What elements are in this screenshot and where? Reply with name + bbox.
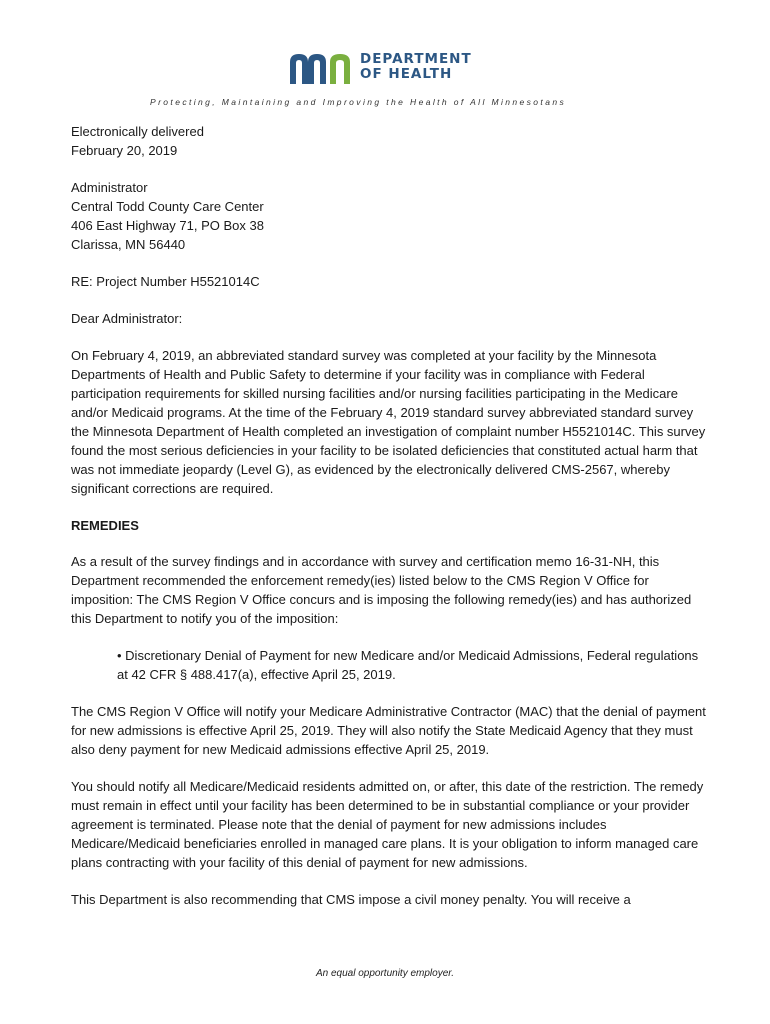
salutation: Dear Administrator: <box>71 311 183 326</box>
recipient-address <box>71 178 711 254</box>
recipient-facility: Central Todd County Care Center <box>71 199 264 214</box>
recipient-street: 406 East Highway 71, PO Box 38 <box>71 218 264 233</box>
logo-line-1: DEPARTMENT <box>360 51 472 67</box>
paragraph-notify: You should notify all Medicare/Medicaid residents admitted on, or after, this date of the restriction. The remedy must remain in effect until your facility has been determined to be in substantial compliance or your provider agreement is terminated. Please note that the denial of payment for new admissions includes Medicare/Medicaid beneficiaries enrolled in managed care plans. It is your obligation to inform managed care plans contracting with your facility of this denial of payment for new admissions. <box>71 779 704 870</box>
paragraph-remedies: As a result of the survey findings and in accordance with survey and certification memo 16-31-NH, this Department recommended the enforcement remedy(ies) listed below to the CMS Region V Office for imposition: The CMS Region V Office concurs and is imposing the following remedy(ies) and has authorized this Department to notify you of the imposition: <box>71 554 692 626</box>
logo-wordmark <box>360 52 472 82</box>
delivery-method: Electronically delivered <box>71 124 204 139</box>
address-block-date <box>71 122 711 160</box>
logo-line-2: OF HEALTH <box>360 66 453 82</box>
letter-body <box>71 122 711 927</box>
paragraph-mac: The CMS Region V Office will notify your Medicare Administrative Contractor (MAC) that the denial of payment for new admissions is effective April 25, 2019. They will also notify the State Medicaid Agency that they must also deny payment for new Medicaid admissions effective April 25, 2019. <box>71 704 706 757</box>
mdh-logo <box>290 52 490 86</box>
re-line: RE: Project Number H5521014C <box>71 274 260 289</box>
paragraph-penalty: This Department is also recommending that CMS impose a civil money penalty. You will receive a <box>71 892 631 907</box>
recipient-title: Administrator <box>71 180 148 195</box>
remedies-heading: REMEDIES <box>71 518 139 533</box>
letter-date: February 20, 2019 <box>71 143 178 158</box>
tagline: Protecting, Maintaining and Improving the Health of All Minnesotans <box>150 97 567 107</box>
recipient-city: Clarissa, MN 56440 <box>71 237 186 252</box>
remedy-bullet: • Discretionary Denial of Payment for new Medicare and/or Medicaid Admissions, Federal regulations at 42 CFR § 488.417(a), effective April 25, 2019. <box>117 648 699 682</box>
paragraph-survey: On February 4, 2019, an abbreviated standard survey was completed at your facility by the Minnesota Departments of Health and Public Safety to determine if your facility was in compliance with Federal participation requirements for skilled nursing facilities and/or nursing facilities participating in the Medicare and/or Medicaid programs. At the time of the February 4, 2019 standard survey abbreviated standard survey the Minnesota Department of Health completed an investigation of complaint number H5521014C. This survey found the most serious deficiencies in your facility to be isolated deficiencies that constituted actual harm that was not immediate jeopardy (Level G), as evidenced by the electronically delivered CMS-2567, whereby significant corrections are required. <box>71 348 706 496</box>
mn-logo-icon <box>290 52 356 84</box>
footer-text: An equal opportunity employer. <box>315 968 455 979</box>
